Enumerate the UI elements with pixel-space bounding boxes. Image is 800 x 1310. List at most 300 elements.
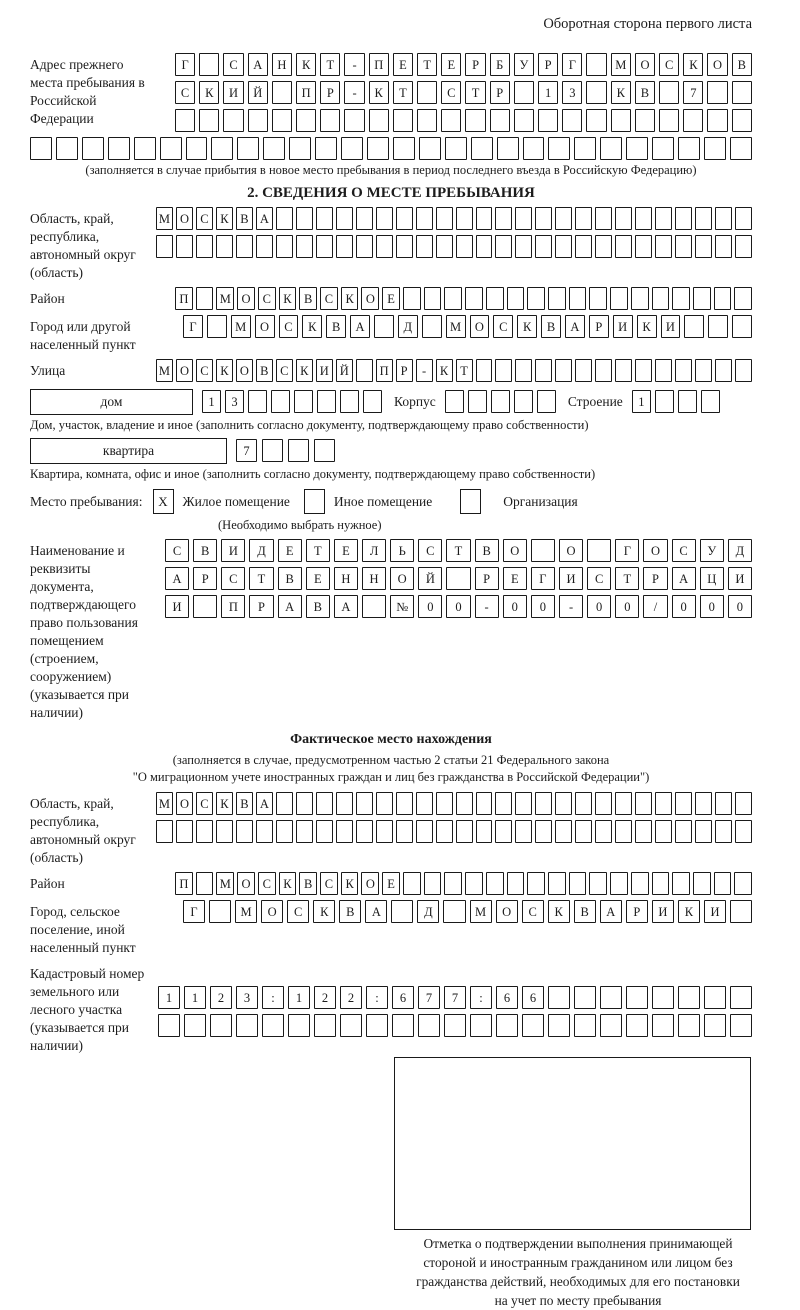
char-cell [701,390,720,413]
char-cell: О [559,539,583,562]
char-cell: А [165,567,189,590]
char-cell: К [341,287,359,310]
char-cell: О [176,207,193,230]
char-cell [735,207,752,230]
char-cell: В [299,287,317,310]
char-cell [422,315,442,338]
char-cell [196,872,214,895]
char-cell: О [361,872,379,895]
char-cell [497,137,519,160]
char-cell [574,986,596,1009]
char-cell [456,792,473,815]
char-cell: В [326,315,346,338]
stroenie-label: Строение [567,393,623,409]
char-cell [376,820,393,843]
char-cell [555,820,572,843]
char-cell: С [320,287,338,310]
stay-type-row [30,488,752,515]
char-cell: Г [183,315,203,338]
char-cell [655,359,672,382]
char-cell: И [652,900,674,923]
char-cell: К [517,315,537,338]
char-cell [376,235,393,258]
char-cell: Д [417,900,439,923]
char-cell [635,109,655,132]
char-cell: К [216,792,233,815]
char-cell [272,109,292,132]
city-field [30,315,752,354]
char-cell [538,109,558,132]
char-cell: К [436,359,453,382]
char-cell: П [175,287,193,310]
char-cell [695,235,712,258]
char-cell [366,1014,388,1037]
char-cell [715,235,732,258]
char-cell [659,109,679,132]
prev-address-row-2 [175,81,752,104]
char-cell [635,820,652,843]
char-cell [436,235,453,258]
char-cell [315,137,337,160]
char-cell: М [231,315,251,338]
char-cell [56,137,78,160]
char-cell [336,792,353,815]
char-cell [693,872,711,895]
char-cell [344,109,364,132]
char-cell [256,820,273,843]
apartment-box-label: квартира [30,438,227,464]
char-cell [248,390,267,413]
char-cell: В [236,207,253,230]
char-cell [707,109,727,132]
char-cell [289,137,311,160]
char-cell: Р [475,567,499,590]
char-cell [476,359,493,382]
char-cell: Н [334,567,358,590]
char-cell: И [613,315,633,338]
actual-region-field [30,792,752,867]
char-cell [595,359,612,382]
char-cell [626,1014,648,1037]
char-cell [436,792,453,815]
char-cell: Т [249,567,273,590]
char-cell: П [175,872,193,895]
char-cell [486,287,504,310]
char-cell: М [611,53,631,76]
char-cell [443,900,465,923]
char-cell [296,109,316,132]
char-cell [626,137,648,160]
char-cell [175,109,195,132]
char-cell: Т [456,359,473,382]
title-document-row-2 [165,567,752,590]
char-cell [574,137,596,160]
char-cell [336,820,353,843]
char-cell [652,137,674,160]
char-cell [675,235,692,258]
char-cell: 1 [202,390,221,413]
korpus-cells [445,390,556,413]
char-cell [491,390,510,413]
char-cell: В [475,539,499,562]
char-cell [695,207,712,230]
stay-type-checkbox-other-premises [304,489,325,514]
char-cell: С [659,53,679,76]
char-cell [715,792,732,815]
char-cell [393,137,415,160]
char-cell [675,359,692,382]
char-cell: К [302,315,322,338]
char-cell: 0 [587,595,611,618]
char-cell [495,207,512,230]
char-cell: М [216,872,234,895]
char-cell [555,359,572,382]
char-cell: С [175,81,195,104]
char-cell [695,359,712,382]
char-cell: 2 [340,986,362,1009]
char-cell [655,207,672,230]
char-cell: В [541,315,561,338]
stay-type-option-other-premises-label: Иное помещение [333,493,433,509]
char-cell: Е [382,287,400,310]
char-cell [732,315,752,338]
char-cell: М [446,315,466,338]
char-cell: Г [615,539,639,562]
char-cell [288,439,309,462]
char-cell: В [574,900,596,923]
char-cell [296,235,313,258]
char-cell [495,792,512,815]
stay-type-checkbox-dwelling: X [153,489,174,514]
char-cell [735,235,752,258]
actual-city-label: Город, сельское поселение, иной населенный пункт [30,904,136,955]
prev-address-note: (заполняется в случае прибытия в новое место пребывания в период последнего въезда в Российскую Федерацию) [85,163,697,177]
char-cell [555,235,572,258]
char-cell: Е [393,53,413,76]
char-cell [316,820,333,843]
char-cell [730,986,752,1009]
char-cell: - [475,595,499,618]
char-cell [575,359,592,382]
street-field [30,359,752,382]
char-cell: Г [175,53,195,76]
char-cell [730,137,752,160]
char-cell [523,137,545,160]
char-cell: К [678,900,700,923]
char-cell: О [237,287,255,310]
char-cell: 0 [503,595,527,618]
char-cell: В [236,792,253,815]
char-cell: 0 [615,595,639,618]
char-cell: В [278,567,302,590]
char-cell [210,1014,232,1037]
char-cell: А [256,792,273,815]
char-cell [610,287,628,310]
char-cell [600,137,622,160]
district-row [175,287,752,310]
region-row-2 [156,235,752,258]
char-cell [288,1014,310,1037]
char-cell [655,792,672,815]
prev-address-row-3 [175,109,752,132]
char-cell [317,390,336,413]
confirmation-note-line-2: стороной и иностранным гражданином или лицом без [423,1255,733,1270]
char-cell: 7 [418,986,440,1009]
char-cell [548,1014,570,1037]
char-cell [396,207,413,230]
char-cell [615,235,632,258]
char-cell: С [522,900,544,923]
char-cell: К [216,207,233,230]
char-cell [30,137,52,160]
char-cell: Е [382,872,400,895]
char-cell [555,792,572,815]
char-cell [216,820,233,843]
char-cell [156,820,173,843]
cadastral-row-2 [158,1014,752,1037]
char-cell [515,235,532,258]
char-cell: К [279,872,297,895]
char-cell: Т [320,53,340,76]
char-cell [262,1014,284,1037]
char-cell [316,235,333,258]
char-cell: М [235,900,257,923]
char-cell [316,792,333,815]
char-cell: К [683,53,703,76]
char-cell [416,792,433,815]
char-cell: К [279,287,297,310]
char-cell [262,439,283,462]
char-cell: Е [441,53,461,76]
char-cell [236,235,253,258]
char-cell: П [221,595,245,618]
stroenie-cells [632,390,720,413]
char-cell [587,539,611,562]
char-cell [396,820,413,843]
confirmation-note-line-4: на учет по месту пребывания [494,1293,662,1308]
char-cell [356,792,373,815]
char-cell: А [365,900,387,923]
char-cell [436,820,453,843]
char-cell [196,820,213,843]
char-cell [436,207,453,230]
char-cell [314,1014,336,1037]
char-cell [527,872,545,895]
char-cell [535,359,552,382]
char-cell [356,207,373,230]
char-cell [444,872,462,895]
char-cell [589,872,607,895]
char-cell [684,315,704,338]
street-label: Улица [30,363,66,378]
char-cell: О [635,53,655,76]
char-cell: Й [336,359,353,382]
char-cell [683,109,703,132]
char-cell: А [256,207,273,230]
char-cell: К [313,900,335,923]
apartment-note: Квартира, комната, офис и иное (заполнить согласно документу, подтверждающему право собственности) [30,467,596,481]
char-cell: Р [396,359,413,382]
cadastral-row-1 [158,986,752,1009]
char-cell: И [223,81,243,104]
char-cell [678,986,700,1009]
char-cell [446,567,470,590]
char-cell [672,872,690,895]
char-cell: Г [531,567,555,590]
char-cell: К [296,359,313,382]
char-cell [476,820,493,843]
char-cell [595,820,612,843]
char-cell [196,235,213,258]
char-cell: Т [465,81,485,104]
char-cell [734,872,752,895]
char-cell: В [339,900,361,923]
char-cell [468,390,487,413]
char-cell: Г [183,900,205,923]
char-cell [635,235,652,258]
char-cell: - [344,53,364,76]
house-box-label: дом [30,389,193,415]
char-cell [369,109,389,132]
city-label: Город или другой населенный пункт [30,319,136,352]
char-cell [635,359,652,382]
char-cell [575,207,592,230]
char-cell [730,1014,752,1037]
char-cell [336,235,353,258]
char-cell [476,235,493,258]
char-cell [403,872,421,895]
char-cell [600,986,622,1009]
char-cell: С [258,287,276,310]
title-document-row-3 [165,595,752,618]
region-label: Область, край, республика, автономный округ (область) [30,211,136,280]
char-cell [272,81,292,104]
char-cell [527,287,545,310]
char-cell: 7 [444,986,466,1009]
char-cell [237,137,259,160]
page-header: Оборотная сторона первого листа [543,16,752,32]
actual-district-label: Район [30,876,65,891]
char-cell: К [216,359,233,382]
prev-address-label: Адрес прежнего места пребывания в Российской Федерации [30,57,145,126]
char-cell: И [165,595,189,618]
actual-location-note-line2: "О миграционном учете иностранных граждан и лиц без гражданства в Российской Федерации") [132,770,650,784]
char-cell [652,986,674,1009]
char-cell [714,287,732,310]
char-cell [535,235,552,258]
actual-region-label: Область, край, республика, автономный округ (область) [30,796,136,865]
char-cell: К [369,81,389,104]
char-cell [615,207,632,230]
char-cell: 6 [496,986,518,1009]
char-cell [600,1014,622,1037]
char-cell [575,820,592,843]
char-cell: С [258,872,276,895]
cadastral-label: Кадастровый номер земельного или лесного участка (указывается при наличии) [30,966,145,1053]
char-cell: И [559,567,583,590]
char-cell [678,137,700,160]
prev-address-overflow-row [30,137,752,160]
char-cell [615,792,632,815]
prev-address-row-1 [175,53,752,76]
char-cell: С [287,900,309,923]
actual-city-row [183,900,752,923]
actual-region-row-1 [156,792,752,815]
char-cell: М [156,792,173,815]
char-cell: : [470,986,492,1009]
char-cell [704,986,726,1009]
char-cell: О [176,792,193,815]
char-cell [393,109,413,132]
char-cell [514,81,534,104]
char-cell [263,137,285,160]
char-cell [678,1014,700,1037]
stay-type-note: (Необходимо выбрать нужное) [218,518,382,532]
char-cell [456,207,473,230]
title-document-field [30,539,752,722]
char-cell: 1 [184,986,206,1009]
char-cell: Т [446,539,470,562]
title-document-row-1 [165,539,752,562]
char-cell [531,539,555,562]
char-cell [403,287,421,310]
char-cell: И [221,539,245,562]
char-cell [555,207,572,230]
char-cell: С [196,207,213,230]
confirmation-note-line-1: Отметка о подтверждении выполнения принимающей [423,1236,733,1251]
char-cell: О [255,315,275,338]
char-cell: Р [193,567,217,590]
char-cell [363,390,382,413]
char-cell [367,137,389,160]
char-cell: Е [503,567,527,590]
char-cell [615,359,632,382]
char-cell [199,53,219,76]
char-cell [659,81,679,104]
char-cell [522,1014,544,1037]
char-cell: П [376,359,393,382]
char-cell [535,792,552,815]
char-cell: Н [362,567,386,590]
confirmation-note [382,1234,774,1310]
char-cell: Е [334,539,358,562]
char-cell: С [223,53,243,76]
char-cell [470,1014,492,1037]
char-cell [176,820,193,843]
char-cell [196,287,214,310]
char-cell: А [600,900,622,923]
actual-district-row [175,872,752,895]
char-cell [276,235,293,258]
actual-district-field [30,872,752,895]
char-cell: Е [306,567,330,590]
char-cell: Е [278,539,302,562]
char-cell [655,235,672,258]
char-cell: С [672,539,696,562]
char-cell [416,207,433,230]
char-cell: Д [249,539,273,562]
actual-location-note-line1: (заполняется в случае, предусмотренном частью 2 статьи 21 Федерального закона [172,753,610,767]
char-cell [341,137,363,160]
char-cell [320,109,340,132]
char-cell [695,820,712,843]
char-cell: А [565,315,585,338]
char-cell: - [416,359,433,382]
char-cell [445,137,467,160]
char-cell [134,137,156,160]
char-cell [465,872,483,895]
char-cell [507,287,525,310]
